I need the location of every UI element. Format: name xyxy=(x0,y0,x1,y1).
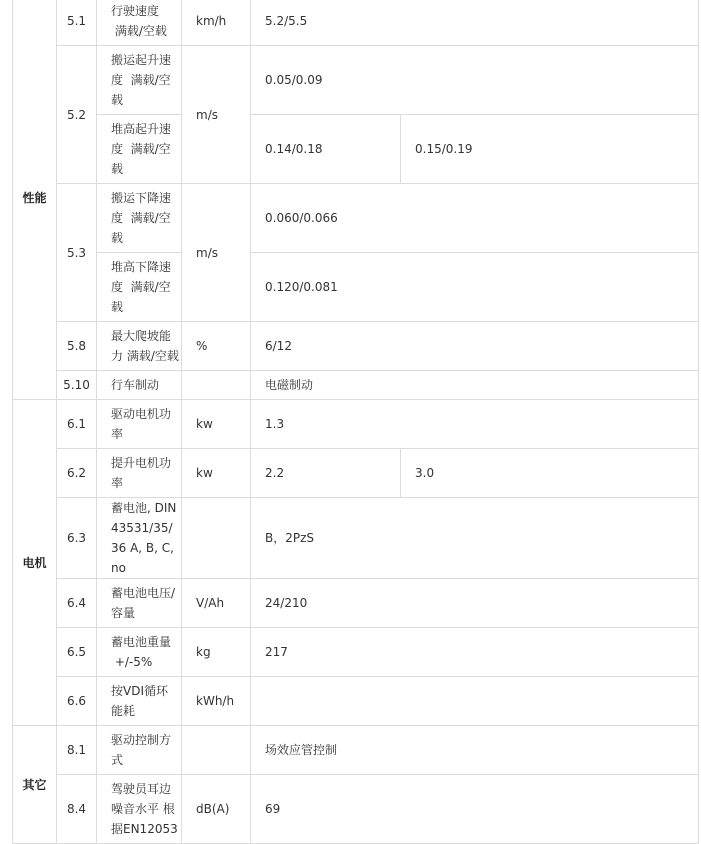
spec-table xyxy=(12,0,699,844)
section-other: 其它 xyxy=(13,726,57,844)
table-row xyxy=(13,0,699,46)
table-row xyxy=(13,775,699,844)
table-row xyxy=(13,498,699,579)
value: 217 xyxy=(251,628,699,677)
row-number: 5.1 xyxy=(57,0,97,46)
unit: kw xyxy=(182,400,251,449)
parameter-name: 蓄电池, DIN 43531/35/36 A, B, C, no xyxy=(97,498,182,579)
unit: V/Ah xyxy=(182,579,251,628)
value: 2.2 xyxy=(251,449,401,498)
row-number: 5.3 xyxy=(57,184,97,322)
unit: kWh/h xyxy=(182,677,251,726)
value xyxy=(251,677,699,726)
unit xyxy=(182,726,251,775)
table-row xyxy=(13,46,699,115)
row-number: 6.5 xyxy=(57,628,97,677)
table-row xyxy=(13,449,699,498)
parameter-name: 堆高起升速度 满载/空载 xyxy=(97,115,182,184)
row-number: 6.4 xyxy=(57,579,97,628)
table-row xyxy=(13,115,699,184)
value: 1.3 xyxy=(251,400,699,449)
parameter-name: 驱动电机功率 xyxy=(97,400,182,449)
unit xyxy=(182,498,251,579)
parameter-name: 行车制动 xyxy=(97,371,182,400)
value: 场效应管控制 xyxy=(251,726,699,775)
parameter-name: 蓄电池电压/容量 xyxy=(97,579,182,628)
unit: dB(A) xyxy=(182,775,251,844)
unit xyxy=(182,371,251,400)
row-number: 6.6 xyxy=(57,677,97,726)
value: 电磁制动 xyxy=(251,371,699,400)
value: 0.05/0.09 xyxy=(251,46,699,115)
parameter-name: 驾驶员耳边噪音水平 根据EN12053 xyxy=(97,775,182,844)
section-motor: 电机 xyxy=(13,400,57,726)
section-performance: 性能 xyxy=(13,0,57,400)
value: 0.060/0.066 xyxy=(251,184,699,253)
parameter-name: 行驶速度 满载/空载 xyxy=(97,0,182,46)
parameter-name: 堆高下降速度 满载/空载 xyxy=(97,253,182,322)
value: 0.14/0.18 xyxy=(251,115,401,184)
row-number: 8.4 xyxy=(57,775,97,844)
parameter-name: 蓄电池重量 +/-5% xyxy=(97,628,182,677)
row-number: 5.10 xyxy=(57,371,97,400)
value: 6/12 xyxy=(251,322,699,371)
parameter-name: 按VDI循环能耗 xyxy=(97,677,182,726)
table-row xyxy=(13,184,699,253)
table-row xyxy=(13,322,699,371)
value: 0.120/0.081 xyxy=(251,253,699,322)
table-row xyxy=(13,628,699,677)
unit: km/h xyxy=(182,0,251,46)
unit: kw xyxy=(182,449,251,498)
row-number: 6.3 xyxy=(57,498,97,579)
value: 24/210 xyxy=(251,579,699,628)
table-row xyxy=(13,371,699,400)
unit: m/s xyxy=(182,46,251,184)
parameter-name: 提升电机功率 xyxy=(97,449,182,498)
value-alt: 3.0 xyxy=(401,449,699,498)
table-row xyxy=(13,579,699,628)
unit: m/s xyxy=(182,184,251,322)
parameter-name: 搬运起升速度 满载/空载 xyxy=(97,46,182,115)
unit: % xyxy=(182,322,251,371)
table-row xyxy=(13,677,699,726)
value: 5.2/5.5 xyxy=(251,0,699,46)
value-alt: 0.15/0.19 xyxy=(401,115,699,184)
row-number: 5.2 xyxy=(57,46,97,184)
parameter-name: 驱动控制方式 xyxy=(97,726,182,775)
table-row xyxy=(13,400,699,449)
value: 69 xyxy=(251,775,699,844)
parameter-name: 最大爬坡能力 满载/空载 xyxy=(97,322,182,371)
row-number: 5.8 xyxy=(57,322,97,371)
unit: kg xyxy=(182,628,251,677)
table-row xyxy=(13,726,699,775)
parameter-name: 搬运下降速度 满载/空载 xyxy=(97,184,182,253)
row-number: 6.1 xyxy=(57,400,97,449)
row-number: 6.2 xyxy=(57,449,97,498)
row-number: 8.1 xyxy=(57,726,97,775)
value: B，2PzS xyxy=(251,498,699,579)
table-row xyxy=(13,253,699,322)
